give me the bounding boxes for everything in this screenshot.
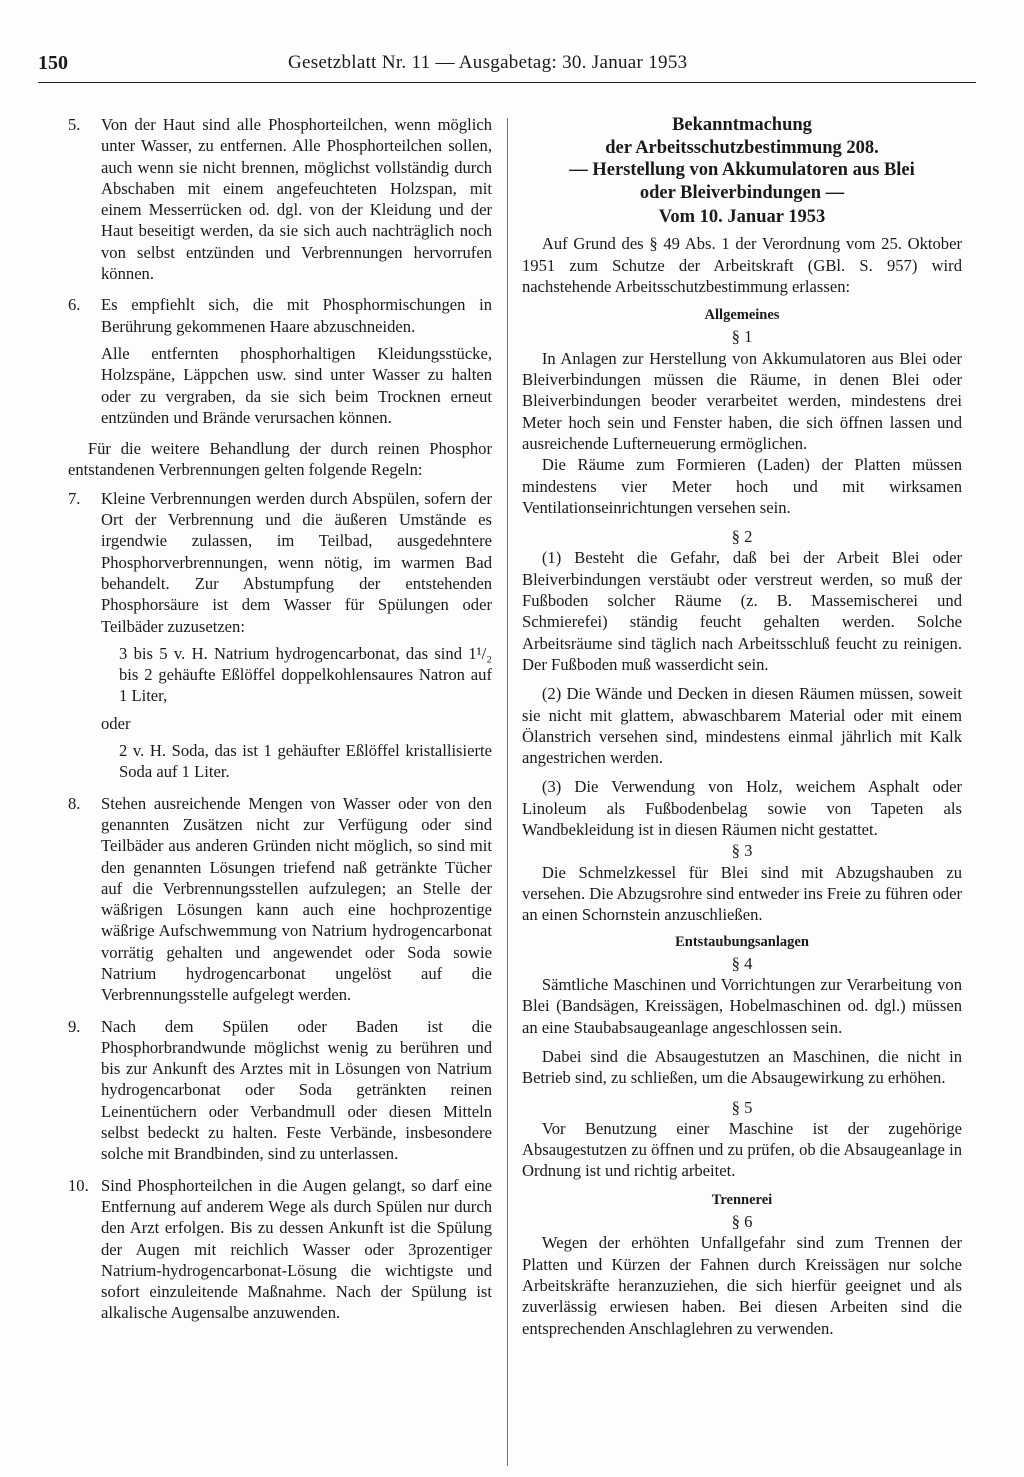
paragraph-text: Wegen der erhöhten Unfallgefahr sind zum Trennen der Platten und Kürzen der Fahnen durch Kreissägen nur solche Arbeitskräfte heranzuziehen, die sich hierfür geeignet und als zuverlässig erwiesen haben. Bei diesen Arbeiten sind die entsprechenden Anschlaglehren zu verwenden. bbox=[522, 1233, 962, 1338]
item-number: 6. bbox=[68, 295, 81, 315]
title-line: — Herstellung von Akkumulatoren aus Blei bbox=[569, 160, 915, 180]
column-divider bbox=[507, 118, 508, 1466]
item-text: Sind Phosphorteilchen in die Augen gelangt, so darf eine Entfernung auf anderem Wege als durch Spülen nur durch den Arzt erfolgen. Bis zu dessen Ankunft ist die Spülung der Augen mit reichlich Wasser oder 3prozentiger Natrium-hydrogencarbonat-Lösung die wichtigste und sofort einzuleitende Maßnahme. Nach der Spülung ist alkalische Augensalbe anzuwenden. bbox=[101, 1175, 492, 1323]
page-header bbox=[38, 52, 976, 83]
paragraph-number: § 2 bbox=[731, 527, 753, 547]
item-text: Es empfiehlt sich, die mit Phosphormischungen in Berührung gekommenen Haare abzuschneiden. bbox=[101, 295, 492, 336]
list-item-8 bbox=[68, 793, 492, 1006]
title-line: oder Bleiverbindungen — bbox=[639, 182, 845, 203]
item-number: 7. bbox=[68, 488, 81, 508]
item-text: Alle entfernten phosphorhaltigen Kleidungsstücke, Holzspäne, Läppchen usw. sind unter Wasser zu halten oder zu vergraben, da sie sich beim Trocknen erneut entzünden und Brände verursachen können. bbox=[101, 343, 492, 427]
announcement-date: Vom 10. Januar 1953 bbox=[658, 207, 826, 227]
item-number: 5. bbox=[68, 115, 81, 134]
paragraph-number: § 5 bbox=[731, 1097, 753, 1117]
oder-text: oder bbox=[101, 713, 131, 733]
item-number: 10. bbox=[68, 1175, 89, 1195]
right-column bbox=[522, 114, 962, 1339]
item-text: Nach dem Spülen oder Baden ist die Phosphorbrandwunde möglichst wenig zu berühren und bis zur Ankunft des Arztes mit in Lösungen von Natrium hydrogencarbonat oder Soda getränkten reinen Leinentüchern oder Verbandmull oder diesen Mitteln selbst bedeckt zu halten. Feste Verbände, insbesondere solche mit Brandbinden, sind zu unterlassen. bbox=[101, 1016, 492, 1164]
announcement-title bbox=[522, 114, 962, 204]
paragraph-text: Die Räume zum Formieren (Laden) der Platten müssen mindestens vier Meter hoch und mit wirksamen Ventilationseinrichtungen versehen sein. bbox=[522, 455, 962, 517]
header-title: Gesetzblatt Nr. 11 — Ausgabetag: 30. Januar 1953 bbox=[288, 52, 688, 73]
list-item-6 bbox=[68, 294, 492, 428]
list-item-9 bbox=[68, 1016, 492, 1165]
item-number: 8. bbox=[68, 793, 81, 813]
left-column bbox=[68, 114, 492, 1334]
paragraph-text: Vor Benutzung einer Maschine ist der zugehörige Absaugestutzen zu öffnen und zu prüfen, ob die Absaugeanlage in Ordnung ist und richtig arbeitet. bbox=[522, 1118, 962, 1181]
paragraph-text: (2) Die Wände und Decken in diesen Räumen müssen, soweit sie nicht mit glattem, abwaschbarem Material oder mit einem Ölanstrich versehen sind, mindestens einmal jährlich mit Kalk angestrichen werden. bbox=[522, 684, 962, 768]
paragraph-text: Dabei sind die Absaugestutzen an Maschinen, die nicht in Betrieb sind, zu schließen, um die Absaugewirkung zu erhöhen. bbox=[522, 1046, 962, 1088]
paragraph-number: § 3 bbox=[731, 841, 753, 861]
item-number: 9. bbox=[68, 1016, 81, 1036]
preamble: Auf Grund des § 49 Abs. 1 der Verordnung vom 25. Oktober 1951 zum Schutze der Arbeitskraft (GBl. S. 957) wird nachstehende Arbeitsschutzbestimmung erlassen: bbox=[522, 234, 962, 296]
item-text: Stehen ausreichende Mengen von Wasser oder von den genannten Zusätzen nicht zur Verfügung oder sind Teilbäder aus anderen Gründen nicht möglich, so sind mit den genannten Lösungen triefend naß getränkte Tücher auf die Verbrennungsstellen aufzulegen; an Stelle der wäßrigen Lösungen kann auch eine hochprozentige wäßrige Aufschwemmung von Natrium hydrogencarbonat vorrätig gehalten und angewendet oder Soda sowie Natrium hydrogencarbonat ungelöst auf die Verbrennungsstelle aufgelegt werden. bbox=[101, 793, 492, 1005]
list-item-7 bbox=[68, 488, 492, 783]
title-line: Bekanntmachung bbox=[672, 115, 812, 135]
list-item-5 bbox=[68, 114, 492, 284]
title-line: der Arbeitsschutzbestimmung 208. bbox=[605, 137, 879, 158]
page-number: 150 bbox=[38, 52, 68, 74]
paragraph-text: (1) Besteht die Gefahr, daß bei der Arbeit Blei oder Bleiverbindungen verstäubt oder verstreut werden, so muß der Fußboden solcher Räume (z. B. Massemischerei und Schmierefei) ständig feucht gehalten werden. Solche Arbeitsräume sind täglich nach Arbeitsschluß feucht zu reinigen. Der Fußboden muß wasserdicht sein. bbox=[522, 548, 962, 674]
paragraph-number: § 6 bbox=[731, 1212, 753, 1232]
list-item-10 bbox=[68, 1175, 492, 1324]
paragraph-text: Sämtliche Maschinen und Vorrichtungen zur Verarbeitung von Blei (Bandsägen, Kreissägen, Hobelmaschinen od. dgl.) müssen an eine Staubabsaugeanlage angeschlossen sein. bbox=[522, 975, 962, 1037]
paragraph-number: § 4 bbox=[731, 953, 753, 973]
section-heading: Trennerei bbox=[711, 1191, 773, 1208]
intro-paragraph: Für die weitere Behandlung der durch reinen Phosphor entstandenen Verbrennungen gelten folgende Regeln: bbox=[68, 439, 492, 480]
section-heading: Entstaubungsanlagen bbox=[675, 933, 809, 950]
item-text: Von der Haut sind alle Phosphorteilchen, wenn möglich unter Wasser, zu entfernen. Alle Phosphorteilchen sollen, auch wenn sie nicht brennen, möglichst vollständig durch Abschaben mit einem angefeuchteten Holzspan, mit einem Messerrücken od. dgl. von der Kleidung und der Haut beseitigt werden, da sie sich auch nachträglich noch von selbst entzünden und Verbrennungen hervorrufen können. bbox=[101, 115, 492, 284]
formula-text: 3 bis 5 v. H. Natrium hydrogencarbonat, das sind 1¹/₂ bis 2 gehäufte Eßlöffel doppelkohlensaures Natron auf 1 Liter, bbox=[119, 643, 492, 706]
paragraph-text: Die Schmelzkessel für Blei sind mit Abzugshauben zu versehen. Die Abzugsrohre sind entweder ins Freie zu führen oder an einen Schornstein anzuschließen. bbox=[522, 862, 962, 925]
paragraph-text: (3) Die Verwendung von Holz, weichem Asphalt oder Linoleum als Fußbodenbelag sowie von Tapeten als Wandbekleidung ist in diesen Räumen nicht gestattet. bbox=[522, 777, 962, 840]
section-heading: Allgemeines bbox=[704, 307, 780, 324]
item-text: Kleine Verbrennungen werden durch Abspülen, sofern der Ort der Verbrennung und die äußeren Umstände es irgendwie zulassen, im Teilbad, ausgedehntere Phosphorverbrennungen, wenn nötig, im warmen Bad behandelt. Zur Abstumpfung der entstehenden Phosphorsäure ist dem Wasser für Spülungen oder Teilbäder zuzusetzen: bbox=[101, 488, 492, 636]
paragraph-number: § 1 bbox=[731, 327, 753, 347]
paragraph-text: In Anlagen zur Herstellung von Akkumulatoren aus Blei oder Bleiverbindungen müssen die Räume, in denen Blei oder Bleiverbindungen beoder verarbeitet werden, mindestens drei Meter hoch sein und Fenster haben, die sich öffnen lassen und ausreichende Lufterneuerung ermöglichen. bbox=[522, 348, 962, 453]
formula-text: 2 v. H. Soda, das ist 1 gehäufter Eßlöffel kristallisierte Soda auf 1 Liter. bbox=[119, 741, 492, 782]
